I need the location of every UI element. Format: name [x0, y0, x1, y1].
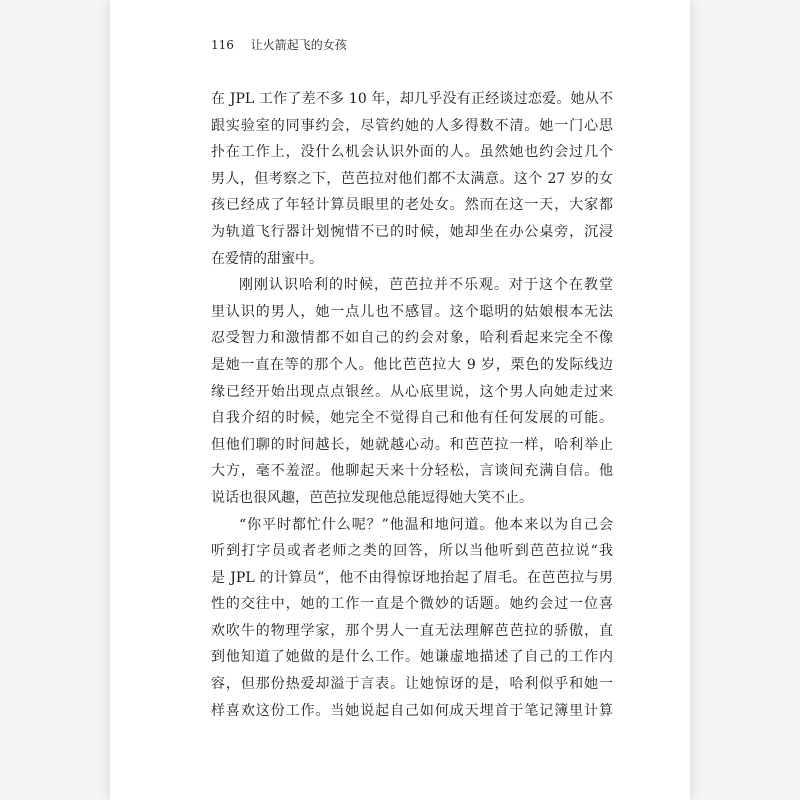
- text-line: 扑在工作上，没什么机会认识外面的人。虽然她也约会过几个: [211, 144, 613, 161]
- text-line: 在爱情的甜蜜中。: [211, 250, 323, 267]
- text-line: 但他们聊的时间越长，她就越心动。和芭芭拉一样，哈利举止: [211, 436, 613, 453]
- text-line: 里认识的男人，她一点儿也不感冒。这个聪明的姑娘根本无法: [211, 303, 613, 320]
- text-line: 自我介绍的时候，她完全不觉得自己和他有任何发展的可能。: [211, 410, 613, 427]
- text-line: 到他知道了她做的是什么工作。她谦虚地描述了自己的工作内: [211, 649, 613, 666]
- text-line: 缘已经开始出现点点银丝。从心底里说，这个男人向她走过来: [211, 383, 613, 400]
- body-text: [211, 86, 613, 724]
- text-line: 是她一直在等的那个人。他比芭芭拉大 9 岁，栗色的发际线边: [211, 356, 613, 373]
- text-line: 为轨道飞行器计划惋惜不已的时候，她却坐在办公桌旁，沉浸: [211, 223, 613, 240]
- running-header: [211, 36, 347, 53]
- text-line: 性的交往中，她的工作一直是个微妙的话题。她约会过一位喜: [211, 596, 613, 613]
- text-line: 欢吹牛的物理学家，那个男人一直无法理解芭芭拉的骄傲，直: [211, 622, 613, 639]
- text-line: 是 JPL 的计算员”，他不由得惊讶地抬起了眉毛。在芭芭拉与男: [211, 569, 613, 586]
- text-line: “你平时都忙什么呢？”他温和地问道。他本来以为自己会: [239, 516, 613, 533]
- text-line: 孩已经成了年轻计算员眼里的老处女。然而在这一天，大家都: [211, 197, 613, 214]
- text-line: 说话也很风趣，芭芭拉发现他总能逗得她大笑不止。: [211, 489, 533, 506]
- text-line: 刚刚认识哈利的时候，芭芭拉并不乐观。对于这个在教堂: [239, 277, 613, 294]
- text-line: 跟实验室的同事约会，尽管约她的人多得数不清。她一门心思: [211, 117, 613, 134]
- text-line: 在 JPL 工作了差不多 10 年，却几乎没有正经谈过恋爱。她从不: [211, 91, 613, 107]
- text-line: 大方，毫不羞涩。他聊起天来十分轻松，言谈间充满自信。他: [211, 463, 613, 480]
- text-line: 男人，但考察之下，芭芭拉对他们都不太满意。这个 27 岁的女: [211, 170, 613, 187]
- text-line: 忍受智力和激情都不如自己的约会对象，哈利看起来完全不像: [211, 330, 613, 347]
- page-number: 116: [211, 38, 234, 52]
- text-line: 样喜欢这份工作。当她说起自己如何成天埋首于笔记簿里计算: [211, 702, 613, 719]
- text-line: 听到打字员或者老师之类的回答，所以当他听到芭芭拉说“我: [211, 543, 613, 560]
- book-page: [110, 0, 690, 800]
- text-line: 容，但那份热爱却溢于言表。让她惊讶的是，哈利似乎和她一: [211, 676, 613, 693]
- book-title: 让火箭起飞的女孩: [250, 38, 347, 52]
